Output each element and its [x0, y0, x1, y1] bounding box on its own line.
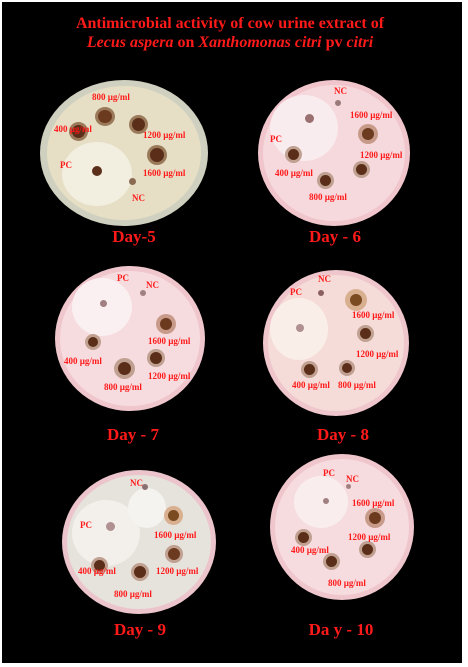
- plate2-label-800: 800 µg/ml: [309, 192, 347, 202]
- day-label-day-7: Day - 7: [107, 425, 159, 444]
- plate3-label-400: 400 µg/ml: [64, 356, 102, 366]
- plate5-label-400: 400 µg/ml: [78, 566, 116, 576]
- plate4-label-1600: 1600 µg/ml: [352, 310, 395, 320]
- day-label-day-6: Day - 6: [309, 227, 361, 246]
- figure-title-line2: Lecus aspera on Xanthomonas citri pv citri: [86, 34, 374, 51]
- plate2-label-1600: 1600 µg/ml: [350, 110, 393, 120]
- day-label-day-8: Day - 8: [317, 425, 369, 444]
- plate2-label-400: 400 µg/ml: [275, 168, 313, 178]
- plate3-label-1200: 1200 µg/ml: [148, 371, 191, 381]
- plate1-label-1200: 1200 µg/ml: [143, 130, 186, 140]
- plate4-label-1200: 1200 µg/ml: [356, 349, 399, 359]
- figure-title-line1: Antimicrobial activity of cow urine extract of: [75, 15, 385, 32]
- plate4-label-800: 800 µg/ml: [338, 380, 376, 390]
- plate6-label-nc: NC: [346, 474, 359, 484]
- plate6-label-1200: 1200 µg/ml: [348, 532, 391, 542]
- plate1-label-1600: 1600 µg/ml: [143, 168, 186, 178]
- plate6-label-pc: PC: [323, 468, 335, 478]
- plate5-label-1200: 1200 µg/ml: [156, 566, 199, 576]
- plate1-label-nc: NC: [132, 193, 145, 203]
- plate5-label-nc: NC: [130, 478, 143, 488]
- plate2-label-1200: 1200 µg/ml: [360, 150, 403, 160]
- plate3-label-pc: PC: [117, 273, 129, 283]
- day-label-day-9: Day - 9: [114, 620, 166, 639]
- plate6-label-800: 800 µg/ml: [328, 578, 366, 588]
- plate4-label-nc: NC: [318, 274, 331, 284]
- plate5-label-800: 800 µg/ml: [114, 589, 152, 599]
- plate4-label-400: 400 µg/ml: [292, 380, 330, 390]
- plate4-label-pc: PC: [290, 287, 302, 297]
- plate6-label-1600: 1600 µg/ml: [352, 498, 395, 508]
- plate5-label-1600: 1600 µg/ml: [154, 530, 197, 540]
- plate1-label-pc: PC: [60, 160, 72, 170]
- plate5-label-pc: PC: [80, 520, 92, 530]
- plate1-label-400: 400 µg/ml: [54, 124, 92, 134]
- plate3-label-nc: NC: [146, 280, 159, 290]
- plate3-label-1600: 1600 µg/ml: [148, 336, 191, 346]
- day-label-day-5: Day-5: [112, 227, 156, 246]
- plate2-label-pc: PC: [270, 134, 282, 144]
- plate2-label-nc: NC: [334, 86, 347, 96]
- plate3-label-800: 800 µg/ml: [104, 382, 142, 392]
- plate6-label-400: 400 µg/ml: [291, 545, 329, 555]
- day-label-day-10: Da y - 10: [308, 620, 374, 639]
- plate1-label-800: 800 µg/ml: [92, 92, 130, 102]
